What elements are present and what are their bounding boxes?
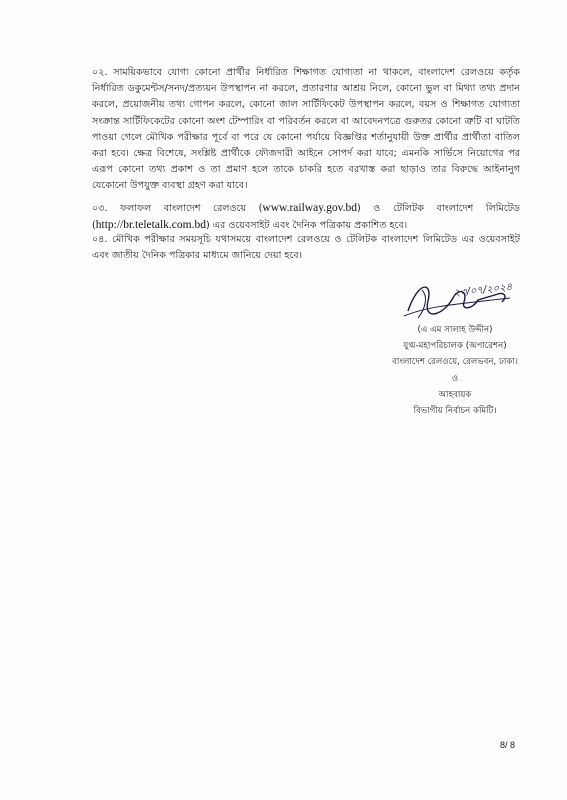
page-number: 8/ 8	[500, 740, 516, 750]
signatory-committee: বিভাগীয় নির্বাচন কমিটি।	[413, 406, 497, 416]
signatory-name: (এ এম সালাহ উদ্দীন)	[417, 325, 493, 335]
signatory-and: ও	[451, 374, 459, 384]
railway-website-link[interactable]: www.railway.gov.bd	[262, 202, 357, 214]
signatory-role: আহবায়ক	[438, 390, 472, 400]
paragraph-03-text-middle: ) ও টেলিটক বাংলাদেশ লিমিটেড (	[92, 203, 520, 232]
teletalk-website-link[interactable]: http://br.teletalk.com.bd	[95, 219, 206, 232]
signatory-designation: যুগ্ম-মহাপরিচালক (অপারেশন)	[403, 341, 507, 351]
signatory-office: বাংলাদেশ রেলওয়ে, রেলভবন, ঢাকা।	[392, 357, 518, 367]
svg-text:২৩/০৭/২০২৪: ২৩/০৭/২০২৪	[453, 281, 513, 299]
paragraph-02: ০২. সাময়িকভাবে যোগ্য কোনো প্রার্থীর নির্ধারিত শিক্ষাগত যোগ্যতা না থাকলে, বাংলাদেশ রেলওয়ে কর্তৃক নির্ধারিত ডকুমেন্টস/সনদ/প্রত্যয়ন উপস্থাপন না করলে, প্রতারণার আশ্রয় নিলে, কোনো ভুল বা মিথ্যা তথ্য প্রদান করলে, প্রয়োজনীয় তথ্য গোপন করলে, কোনো জাল সার্টিফিকেট উপস্থাপন করলে, বয়স ও শিক্ষাগত যোগ্যতা সংক্রান্ত সার্টিফিকেটের কোনো অংশ টেম্পারিং বা পরিবর্তন করলে বা আবেদনপত্রে গুরুতর কোনো ত্রুটি বা ঘাটতি পাওয়া গেলে মৌখিক পরীক্ষার পূর্বে বা পরে যে কোনো পর্যায়ে বিজ্ঞপ্তির শর্তানুযায়ী উক্ত প্রার্থীর প্রার্থীতা বাতিল করা হবে। ক্ষেত্র বিশেষে, সংশ্লিষ্ট প্রার্থীকে ফৌজদারী আইনে সোপর্দ করা যাবে; এমনকি সার্ভিসে নিয়োগের পর এরূপ কোনো তথ্য প্রকাশ ও তা প্রমাণ হলে তাকে চাকরি হতে বরখাস্ত করা ছাড়াও তার বিরুদ্ধে আইনানুগ যেকোনো উপযুক্ত ব্যবস্থা গ্রহণ করা যাবে।	[92, 67, 520, 192]
handwritten-signature	[398, 276, 518, 326]
paragraph-03-text-start: ০৩. ফলাফল বাংলাদেশ রেলওয়ে (	[92, 203, 263, 214]
paragraph-03-text-end: ) এর ওয়েবসাইট এবং দৈনিক পত্রিকায় প্রকাশিত হবে।	[205, 220, 408, 232]
paragraph-04: ০৪. মৌখিক পরীক্ষার সময়সূচি যথাসময়ে বাংলাদেশ রেলওয়ে ও টেলিটক বাংলাদেশ লিমিটেড এর ওয়েবসাইট এবং জাতীয় দৈনিক পত্রিকার মাধ্যমে জানিয়ে দেয়া হবে।	[92, 234, 520, 262]
paragraph-03	[92, 200, 520, 234]
